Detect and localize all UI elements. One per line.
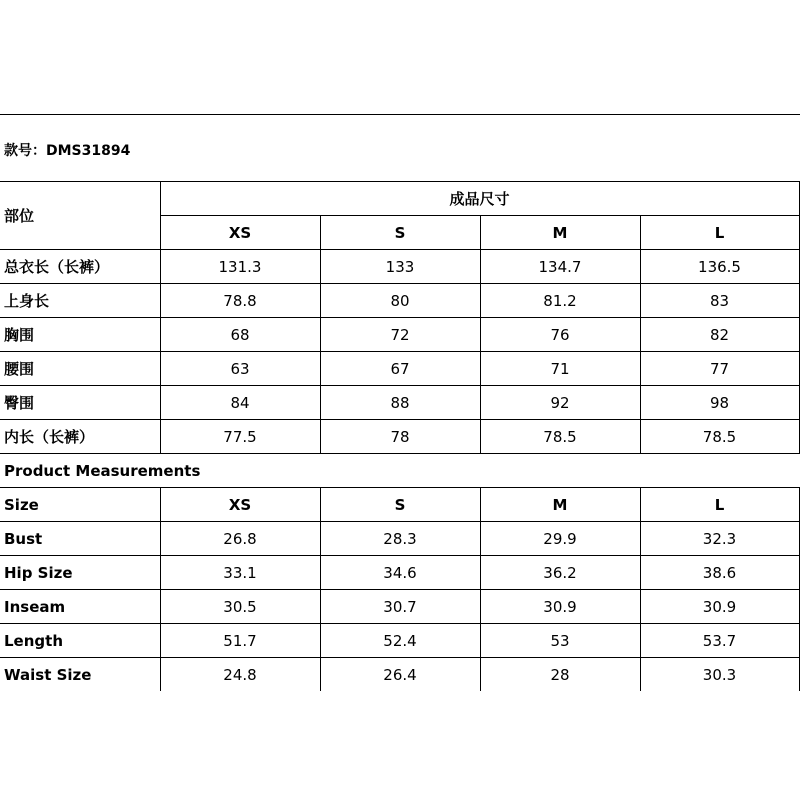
cell-value: 30.9 [640,590,799,624]
size-header-s: S [320,488,480,522]
cell-value: 52.4 [320,624,480,658]
part-header: 部位 [0,182,160,250]
table-row [0,658,799,692]
row-label: 胸围 [0,318,160,352]
cell-value: 80 [320,284,480,318]
cell-value: 78 [320,420,480,454]
cell-value: 67 [320,352,480,386]
cell-value: 133 [320,250,480,284]
row-label: 总衣长（长裤） [0,250,160,284]
table-row [0,420,799,454]
row-label: 上身长 [0,284,160,318]
table-row [0,250,799,284]
table-row [0,284,799,318]
size-header-m: M [480,216,640,250]
cell-value: 83 [640,284,799,318]
size-header-l: L [640,216,799,250]
cell-value: 88 [320,386,480,420]
cell-value: 81.2 [480,284,640,318]
style-number-label: 款号： [4,143,46,159]
top-border [0,114,800,115]
finished-size-header: 成品尺寸 [160,182,799,216]
cell-value: 32.3 [640,522,799,556]
cell-value: 30.7 [320,590,480,624]
row-label: 臀围 [0,386,160,420]
table-row [0,556,799,590]
size-header-s: S [320,216,480,250]
cell-value: 131.3 [160,250,320,284]
row-label: Hip Size [0,556,160,590]
product-measurements-title: Product Measurements [0,454,799,488]
table-row [0,386,799,420]
row-label: 内长（长裤） [0,420,160,454]
size-header-xs: XS [160,216,320,250]
cell-value: 28.3 [320,522,480,556]
table-row [0,352,799,386]
row-label: Waist Size [0,658,160,692]
cell-value: 98 [640,386,799,420]
cell-value: 92 [480,386,640,420]
cell-value: 84 [160,386,320,420]
cell-value: 78.8 [160,284,320,318]
row-label: Bust [0,522,160,556]
cell-value: 77 [640,352,799,386]
cell-value: 26.8 [160,522,320,556]
cell-value: 72 [320,318,480,352]
cell-value: 36.2 [480,556,640,590]
size-header-xs: XS [160,488,320,522]
section-title-row [0,454,799,488]
cell-value: 78.5 [640,420,799,454]
cell-value: 51.7 [160,624,320,658]
cn-header-row-1 [0,182,799,216]
cell-value: 24.8 [160,658,320,692]
cell-value: 63 [160,352,320,386]
style-number-line [4,140,130,160]
size-header-l: L [640,488,799,522]
table-row [0,318,799,352]
cell-value: 68 [160,318,320,352]
table-row [0,624,799,658]
cell-value: 33.1 [160,556,320,590]
table-row [0,522,799,556]
row-label: Inseam [0,590,160,624]
cell-value: 136.5 [640,250,799,284]
cell-value: 26.4 [320,658,480,692]
table-row [0,590,799,624]
cell-value: 53.7 [640,624,799,658]
row-label: 腰围 [0,352,160,386]
cell-value: 30.5 [160,590,320,624]
cell-value: 34.6 [320,556,480,590]
cell-value: 30.9 [480,590,640,624]
cell-value: 134.7 [480,250,640,284]
cell-value: 77.5 [160,420,320,454]
cell-value: 76 [480,318,640,352]
size-chart-table [0,181,800,691]
cell-value: 82 [640,318,799,352]
cell-value: 53 [480,624,640,658]
row-label: Length [0,624,160,658]
cell-value: 28 [480,658,640,692]
cell-value: 71 [480,352,640,386]
style-number-value: DMS31894 [46,143,131,159]
cell-value: 30.3 [640,658,799,692]
size-header-m: M [480,488,640,522]
en-size-header-row [0,488,799,522]
cell-value: 38.6 [640,556,799,590]
size-header-label: Size [0,488,160,522]
cell-value: 29.9 [480,522,640,556]
cell-value: 78.5 [480,420,640,454]
